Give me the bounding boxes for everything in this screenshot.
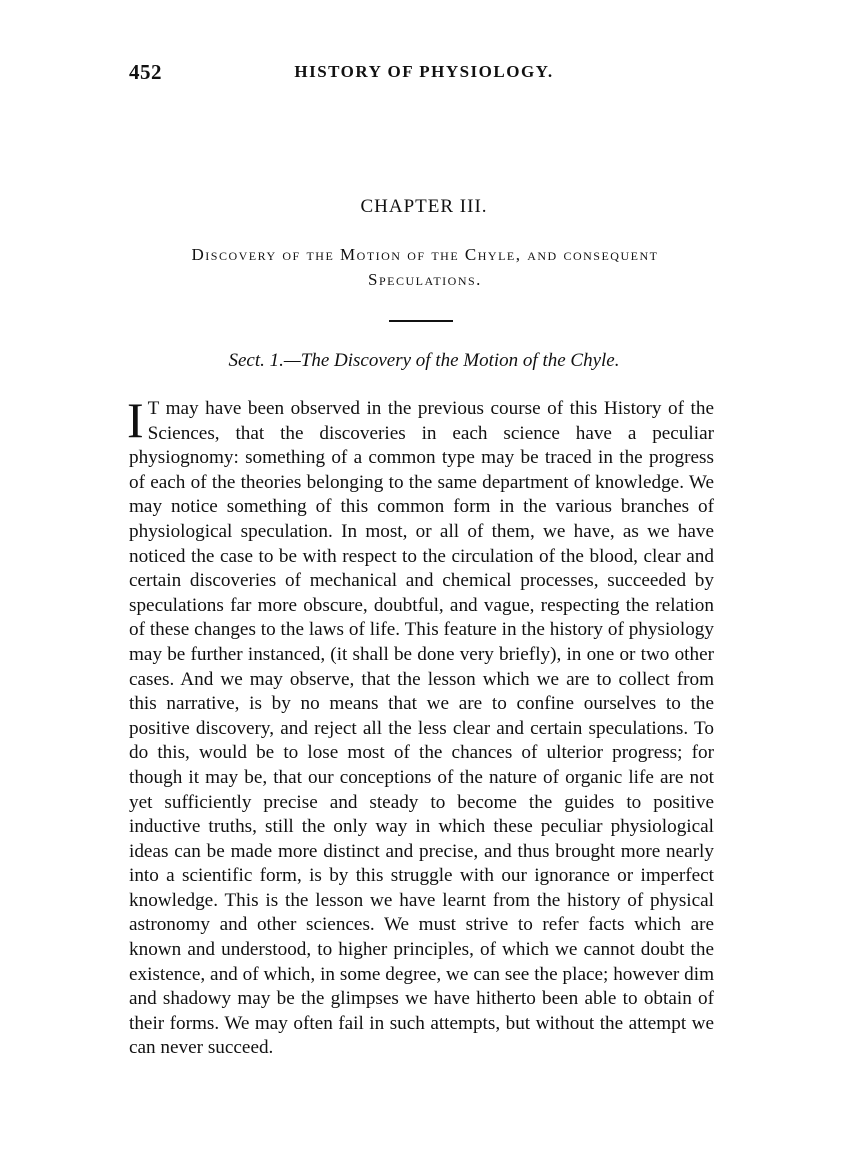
drop-cap: I — [127, 392, 144, 448]
chapter-title: Discovery of the Motion of the Chyle, and consequent Speculations. — [191, 245, 659, 289]
body-text: T may have been observed in the previous course of this History of the Sciences, that the discoveries in each science have a peculiar physiognomy: something of a common type may be traced in the progress of each of the theories belonging to the same department of knowledge. We may notice something of this common form in the various branches of physiological speculation. In most, or all of them, we have, as we have noticed the case to be with respect to the circulation of the blood, clear and certain discoveries of mechanical and chemical processes, succeeded by speculations far more obscure, doubtful, and vague, respecting the relation of these changes to the laws of life. This feature in the history of physiology may be further instanced, (it shall be done very briefly), in one or two other cases. And we may observe, that the lesson which we are to collect from this narrative, is by no means that we are to confine ourselves to the positive discovery, and reject all the less clear and certain speculations. To do this, would be to lose most of the chances of ulterior progress; for though it may be, that our conceptions of the nature of organic life are not yet sufficiently precise and steady to become the guides to positive inductive truths, still the only way in which these peculiar physiological ideas can be made more distinct and precise, and thus brought more nearly into a scientific form, is by this struggle with our ignorance or imperfect knowledge. This is the lesson we have learnt from the history of physical astronomy and other sciences. We must strive to refer facts which are known and understood, to higher principles, of which we cannot doubt the existence, and of which, in some degree, we can see the place; however dim and shadowy may be the glimpses we have hitherto been able to obtain of their forms. We may often fail in such attempts, but without the attempt we can never succeed. — [129, 398, 714, 1059]
section-divider — [389, 320, 453, 322]
body-paragraph — [127, 392, 714, 1061]
running-head — [129, 60, 719, 90]
page-number: 452 — [129, 60, 162, 84]
section-title: Sect. 1.—The Discovery of the Motion of the Chyle. — [228, 350, 620, 371]
running-title: HISTORY OF PHYSIOLOGY. — [294, 62, 554, 81]
chapter-heading: CHAPTER III. — [360, 196, 488, 217]
